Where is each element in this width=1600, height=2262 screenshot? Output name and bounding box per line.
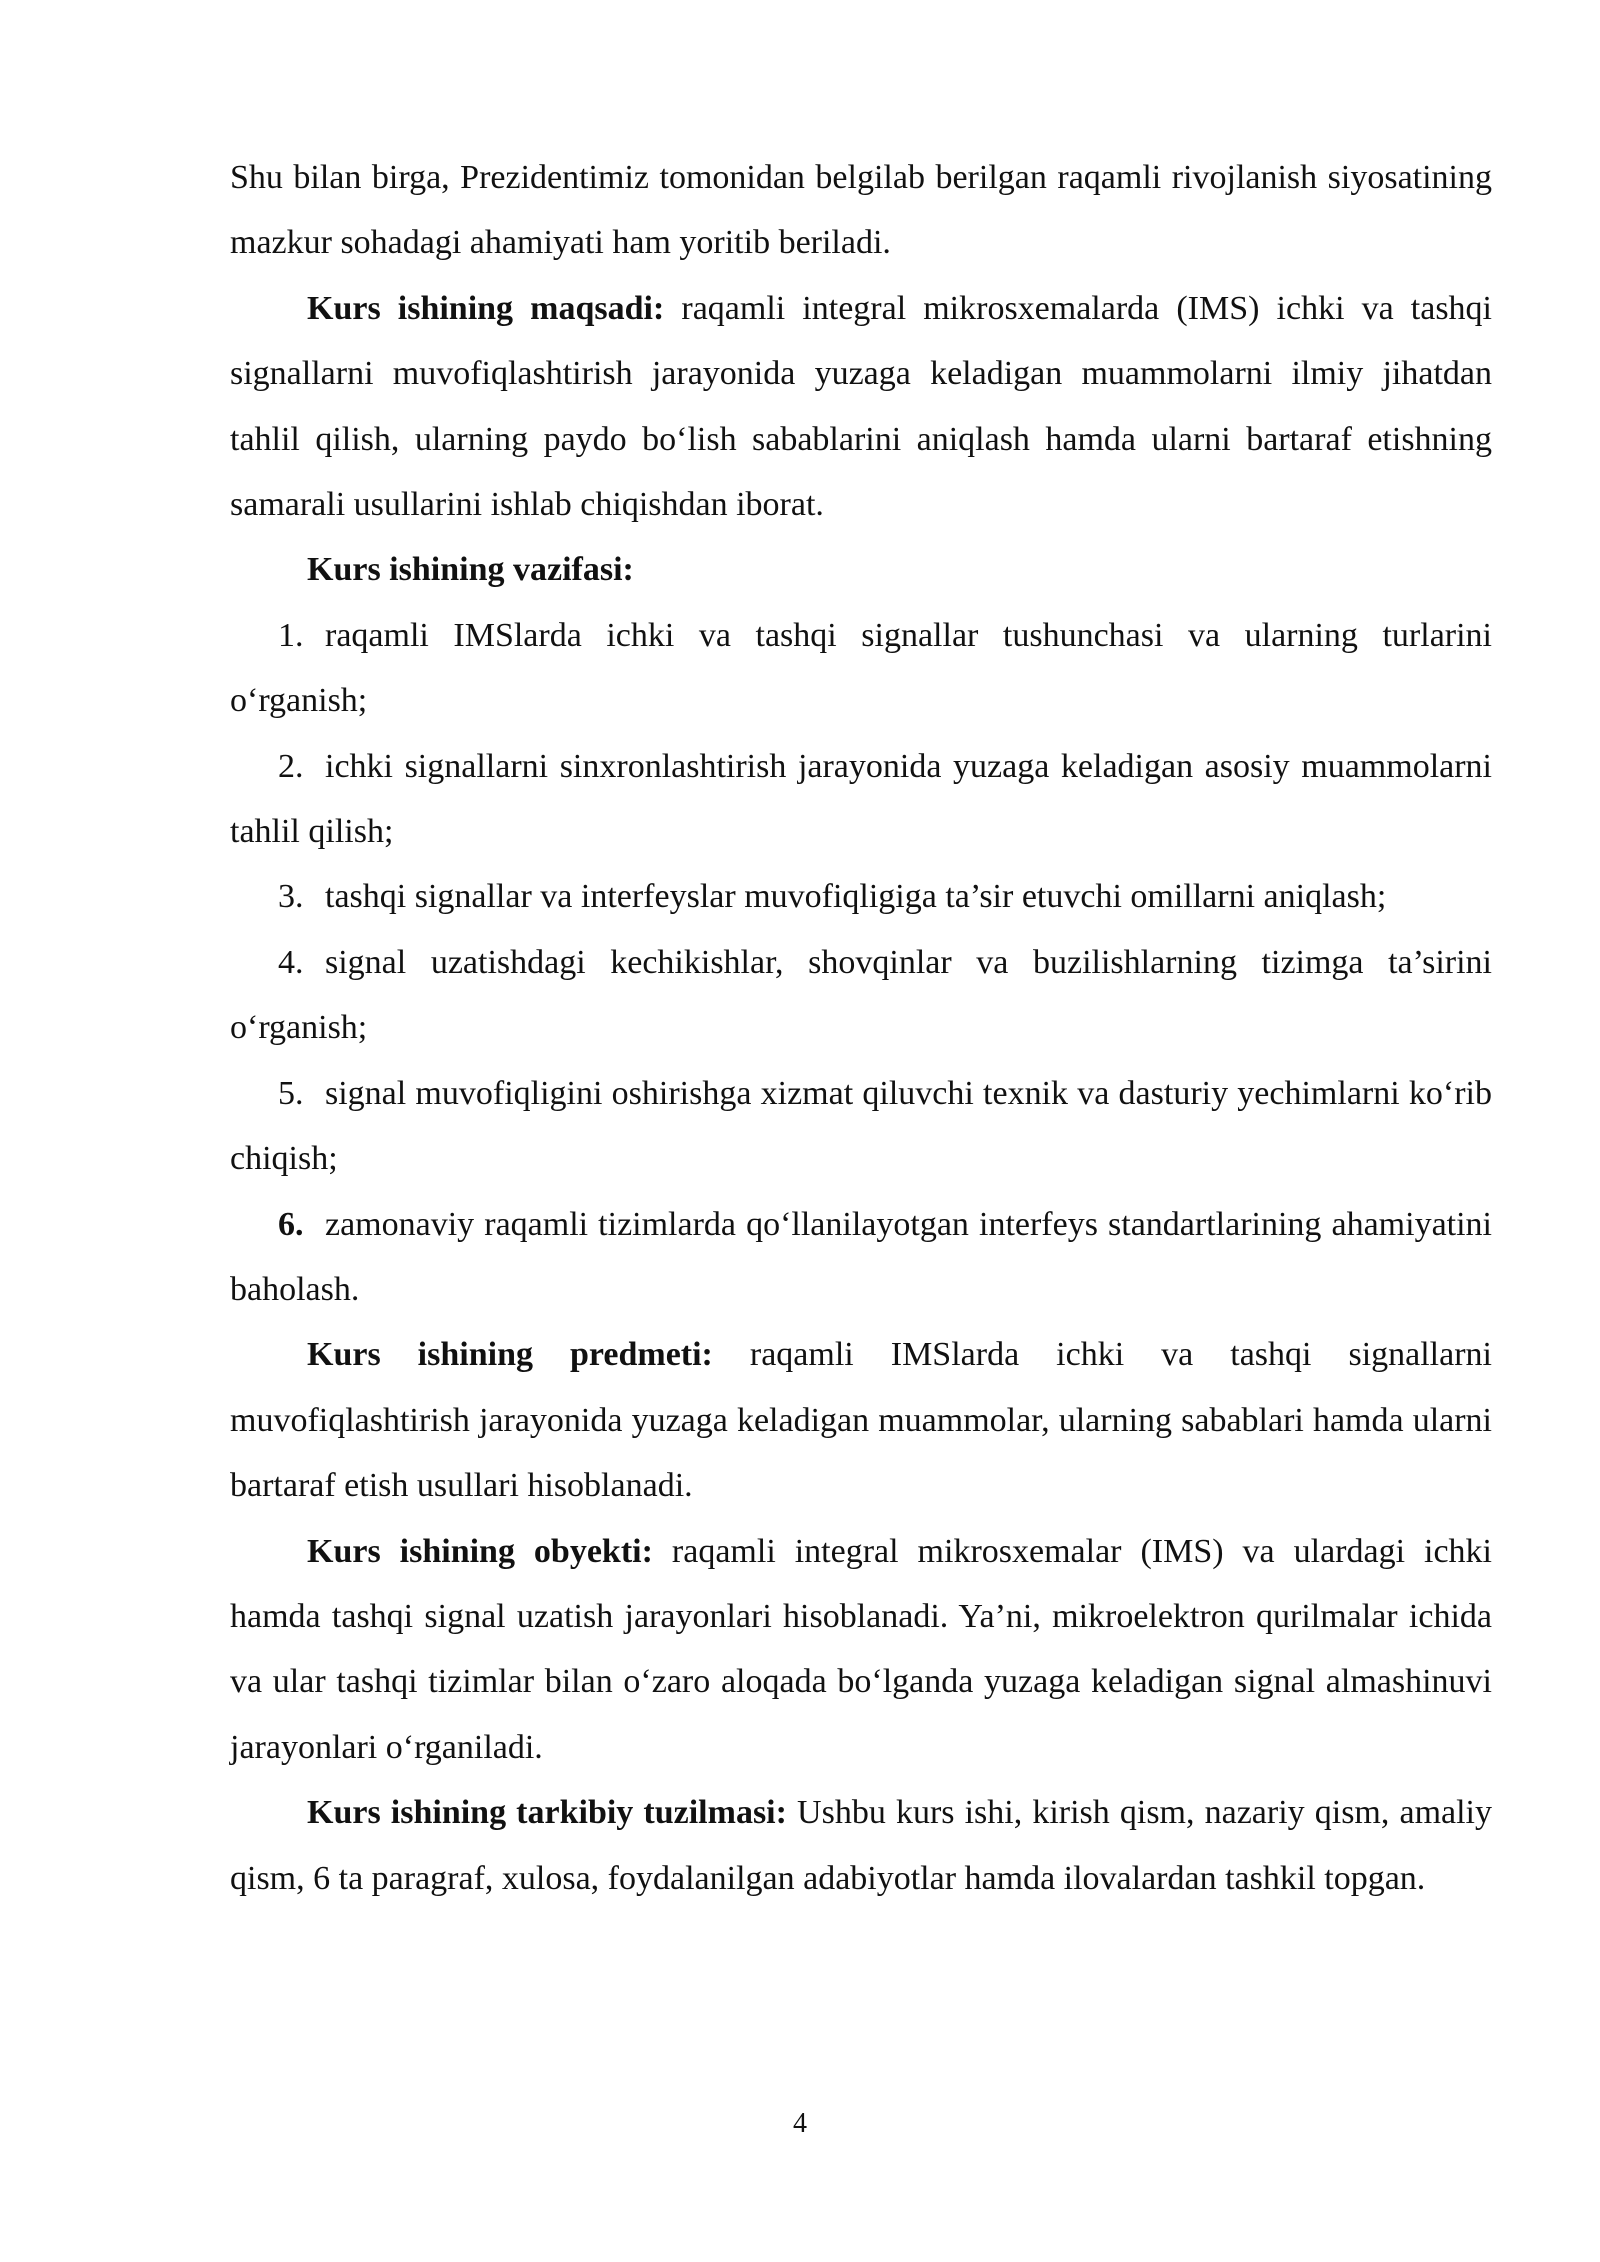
task-number: 1. bbox=[278, 616, 304, 654]
subject-paragraph bbox=[230, 1322, 1492, 1518]
intro-paragraph: Shu bilan birga, Prezidentimiz tomonidan belgilab berilgan raqamli rivojlanish siyosatining mazkur sohadagi ahamiyati ham yoritib beriladi. bbox=[230, 159, 1492, 262]
structure-text: Ushbu kurs ishi, kirish qism, nazariy qism, amaliy qism, 6 ta paragraf, xulosa, foydalanilgan adabiyotlar hamda ilovalardan tashkil topgan. bbox=[230, 1794, 1493, 1897]
goal-label: Kurs ishining maqsadi: bbox=[307, 289, 665, 327]
document-page bbox=[230, 145, 1492, 1911]
task-item-2 bbox=[230, 734, 1492, 865]
task-number: 4. bbox=[278, 943, 304, 981]
task-text: signal muvofiqligini oshirishga xizmat qiluvchi texnik va dasturiy yechimlarni ko‘rib chiqish; bbox=[230, 1074, 1492, 1178]
task-item-3 bbox=[230, 864, 1492, 929]
object-label: Kurs ishining obyekti: bbox=[307, 1532, 653, 1570]
subject-label: Kurs ishining predmeti: bbox=[307, 1336, 713, 1374]
object-text: raqamli integral mikrosxemalar (IMS) va ulardagi ichki hamda tashqi signal uzatish jarayonlari hisoblanadi. Ya’ni, mikroelektron qurilmalar ichida va ular tashqi tizimlar bilan o‘zaro aloqada bo‘lganda yuzaga keladigan signal almashinuvi jarayonlari o‘rganiladi. bbox=[230, 1532, 1492, 1766]
task-number: 3. bbox=[278, 878, 304, 916]
page-number: 4 bbox=[793, 2108, 807, 2139]
task-item-5 bbox=[230, 1061, 1492, 1192]
task-text: signal uzatishdagi kechikishlar, shovqinlar va buzilishlarning tizimga ta’sirini o‘rganish; bbox=[230, 943, 1492, 1047]
task-number: 2. bbox=[278, 747, 304, 785]
tasks-heading: Kurs ishining vazifasi: bbox=[307, 551, 634, 589]
task-text: zamonaviy raqamli tizimlarda qo‘llanilayotgan interfeys standartlarining ahamiyatini baholash. bbox=[230, 1205, 1492, 1308]
structure-label: Kurs ishining tarkibiy tuzilmasi: bbox=[307, 1794, 787, 1832]
task-text: tashqi signallar va interfeyslar muvofiqligiga ta’sir etuvchi omillarni aniqlash; bbox=[325, 878, 1387, 916]
task-item-1 bbox=[230, 603, 1492, 734]
task-number: 6. bbox=[278, 1205, 304, 1243]
task-number: 5. bbox=[278, 1074, 304, 1112]
task-text: ichki signallarni sinxronlashtirish jarayonida yuzaga keladigan asosiy muammolarni tahlil qilish; bbox=[230, 747, 1492, 851]
structure-paragraph bbox=[230, 1780, 1492, 1911]
task-text: raqamli IMSlarda ichki va tashqi signallar tushunchasi va ularning turlarini o‘rganish; bbox=[230, 616, 1492, 720]
task-item-4 bbox=[230, 930, 1492, 1061]
goal-text: raqamli integral mikrosxemalarda (IMS) ichki va tashqi signallarni muvofiqlashtirish jarayonida yuzaga keladigan muammolarni ilmiy jihatdan tahlil qilish, ularning paydo bo‘lish sabablarini aniqlash hamda ularni bartaraf etishning samarali usullarini ishlab chiqishdan iborat. bbox=[230, 289, 1492, 524]
subject-text: raqamli IMSlarda ichki va tashqi signallarni muvofiqlashtirish jarayonida yuzaga keladigan muammolar, ularning sabablari hamda ularni bartaraf etish usullari hisoblanadi. bbox=[230, 1336, 1492, 1505]
task-item-6 bbox=[230, 1192, 1492, 1323]
object-paragraph bbox=[230, 1519, 1492, 1781]
goal-paragraph bbox=[230, 276, 1492, 538]
